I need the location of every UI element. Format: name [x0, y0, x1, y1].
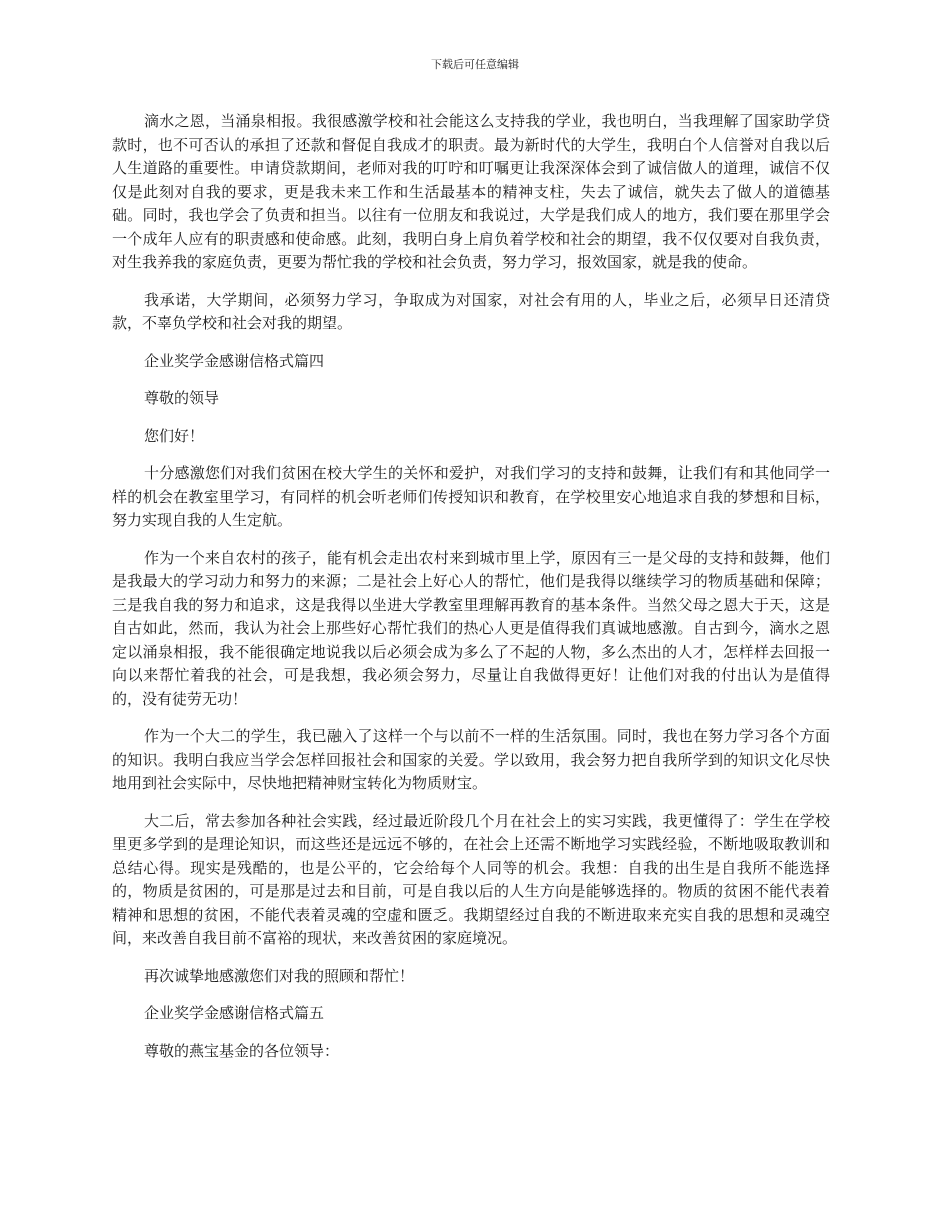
paragraph-sophomore: 作为一个大二的学生，我已融入了这样一个与以前不一样的生活氛围。同时，我也在努力学习各个方面的知识。我明白我应当学会怎样回报社会和国家的关爱。学以致用，我会努力把自我所学到的知识文化尽快地用到社会实际中，尽快地把精神财宝转化为物质财宝。	[112, 727, 830, 792]
paragraph-thanks: 十分感激您们对我们贫困在校大学生的关怀和爱护，对我们学习的支持和鼓舞，让我们有和其他同学一样的机会在教室里学习，有同样的机会听老师们传授知识和教育，在学校里安心地追求自我的梦想和目标，努力实现自我的人生定航。	[112, 464, 830, 529]
paragraph-rural-child: 作为一个来自农村的孩子，能有机会走出农村来到城市里上学，原因有三一是父母的支持和鼓舞，他们是我最大的学习动力和努力的来源；二是社会上好心人的帮忙，他们是我得以继续学习的物质基础和保障；三是我自我的努力和追求，这是我得以坐进大学教室里理解再教育的基本条件。当然父母之恩大于天，这是自古如此，然而，我认为社会上那些好心帮忙我们的热心人更是值得我们真诚地感激。自古到今，滴水之恩定以涌泉相报，我不能很确定地说我以后必须会成为多么了不起的人物，多么杰出的人才，怎样样去回报一向以来帮忙着我的社会，可是我想，我必须会努力，尽量让自我做得更好！让他们对我的付出认为是值得的，没有徒劳无功！	[112, 548, 830, 708]
paragraph-practice: 大二后，常去参加各种社会实践，经过最近阶段几个月在社会上的实习实践，我更懂得了：学生在学校里更多学到的是理论知识，而这些还是远远不够的，在社会上还需不断地学习实践经验，不断地吸取教训和总结心得。现实是残酷的，也是公平的，它会给每个人同等的机会。我想：自我的出生是自我所不能选择的，物质是贫困的，可是那是过去和目前，可是自我以后的人生方向是能够选择的。物质的贫困不能代表着精神和思想的贫困，不能代表着灵魂的空虚和匮乏。我期望经过自我的不断进取来充实自我的思想和灵魂空间，来改善自我目前不富裕的现状，来改善贫困的家庭境况。	[112, 811, 830, 947]
page-header: 下载后可任意编辑	[431, 58, 519, 71]
salutation-yanbao: 尊敬的燕宝基金的各位领导：	[144, 1041, 340, 1060]
section-heading-part5: 企业奖学金感谢信格式篇五	[144, 1004, 325, 1022]
document-body	[112, 110, 830, 1063]
greeting: 您们好！	[144, 426, 205, 445]
section-heading-part4: 企业奖学金感谢信格式篇四	[144, 351, 325, 370]
salutation: 尊敬的领导	[144, 389, 220, 407]
paragraph-closing-thanks: 再次诚挚地感激您们对我的照顾和帮忙！	[144, 966, 415, 985]
paragraph-gratitude: 滴水之恩，当涌泉相报。我很感激学校和社会能这么支持我的学业，我也明白，当我理解了国家助学贷款时，也不可否认的承担了还款和督促自我成才的职责。最为新时代的大学生，我明白个人信誉对自我以后人生道路的重要性。申请贷款期间，老师对我的叮咛和叮嘱更让我深深体会到了诚信做人的道理，诚信不仅仅是此刻对自我的要求，更是我未来工作和生活最基本的精神支柱，失去了诚信，就失去了做人的道德基础。同时，我也学会了负责和担当。以往有一位朋友和我说过，大学是我们成人的地方，我们要在那里学会一个成年人应有的职责感和使命感。此刻，我明白身上肩负着学校和社会的期望，我不仅仅要对自我负责，对生我养我的家庭负责，更要为帮忙我的学校和社会负责，努力学习，报效国家，就是我的使命。	[112, 112, 830, 271]
paragraph-promise: 我承诺，大学期间，必须努力学习，争取成为对国家，对社会有用的人，毕业之后，必须早日还清贷款，不辜负学校和社会对我的期望。	[112, 290, 830, 332]
